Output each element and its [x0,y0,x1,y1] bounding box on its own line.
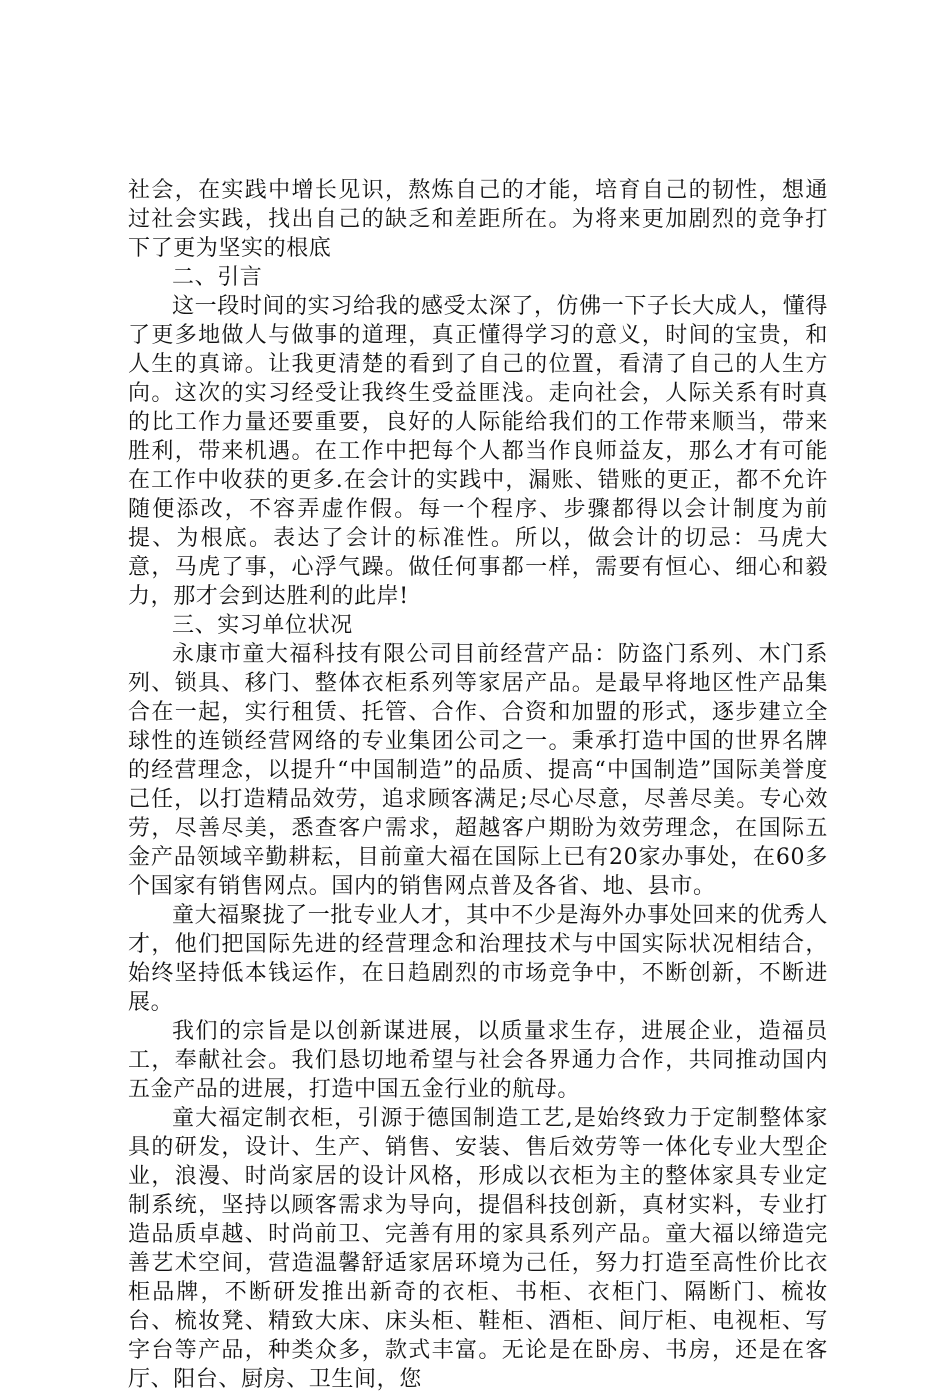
paragraph-custom-wardrobe: 童大福定制衣柜，引源于德国制造工艺,是始终致力于定制整体家具的研发，设计、生产、销售、安装、售后效劳等一体化专业大型企业，浪漫、时尚家居的设计风格，形成以衣柜为主的整体家具专业定制系统，坚持以顾客需求为导向，提倡科技创新，真材实料，专业打造品质卓越、时尚前卫、完善有用的家具系列产品。童大福以缔造完善艺术空间，营造温馨舒适家居环境为己任，努力打造至高性价比衣柜品牌，不断研发推出新奇的衣柜、书柜、衣柜门、隔断门、梳妆台、梳妆凳、精致大床、床头柜、鞋柜、酒柜、间厅柜、电视柜、写字台等产品，种类众多，款式丰富。无论是在卧房、书房，还是在客厅、阳台、厨房、卫生间，您 [128,1106,828,1392]
section-heading-introduction: 二、引言 [172,265,263,290]
section-heading-company-status: 三、实习单位状况 [172,613,353,638]
paragraph-company-mission: 我们的宗旨是以创新谋进展，以质量求生存，进展企业，造福员工，奉献社会。我们恳切地希望与社会各界通力合作，共同推动国内五金产品的进展，打造中国五金行业的航母。 [128,1019,828,1102]
paragraph-company-overview: 永康市童大福科技有限公司目前经营产品：防盗门系列、木门系列、锁具、移门、整体衣柜系列等家居产品。是最早将地区性产品集合在一起，实行租赁、托管、合作、合资和加盟的形式，逐步建立全球性的连锁经营网络的专业集团公司之一。秉承打造中国的世界名牌的经营理念，以提升“中国制造”的品质、提高“中国制造”国际美誉度己任，以打造精品效劳，追求顾客满足;尽心尽意，尽善尽美。专心效劳，尽善尽美，悉查客户需求，超越客户期盼为效劳理念，在国际五金产品领域辛勤耕耘，目前童大福在国际上已有20家办事处，在60多个国家有销售网点。国内的销售网点普及各省、地、县市。 [128,642,828,899]
paragraph-intro-continuation: 社会，在实践中增长见识，熬炼自己的才能，培育自己的韧性，想通过社会实践，找出自己的缺乏和差距所在。为将来更加剧烈的竞争打下了更为坚实的根底 [128,178,828,261]
document-page [128,176,828,1394]
paragraph-company-talent: 童大福聚拢了一批专业人才，其中不少是海外办事处回来的优秀人才，他们把国际先进的经营理念和治理技术与中国实际状况相结合，始终坚持低本钱运作，在日趋剧烈的市场竞争中，不断创新，不断进展。 [128,903,828,1015]
paragraph-internship-reflection: 这一段时间的实习给我的感受太深了，仿佛一下子长大成人，懂得了更多地做人与做事的道理，真正懂得学习的意义，时间的宝贵，和人生的真谛。让我更清楚的看到了自己的位置，看清了自己的人生方向。这次的实习经受让我终生受益匪浅。走向社会，人际关系有时真的比工作力量还要重要，良好的人际能给我们的工作带来顺当，带来胜利，带来机遇。在工作中把每个人都当作良师益友，那么才有可能在工作中收获的更多.在会计的实践中，漏账、错账的更正，都不允许随便添改，不容弄虚作假。每一个程序、步骤都得以会计制度为前提、为根底。表达了会计的标准性。所以，做会计的切忌：马虎大意，马虎了事，心浮气躁。做任何事都一样，需要有恒心、细心和毅力，那才会到达胜利的此岸! [128,294,828,609]
